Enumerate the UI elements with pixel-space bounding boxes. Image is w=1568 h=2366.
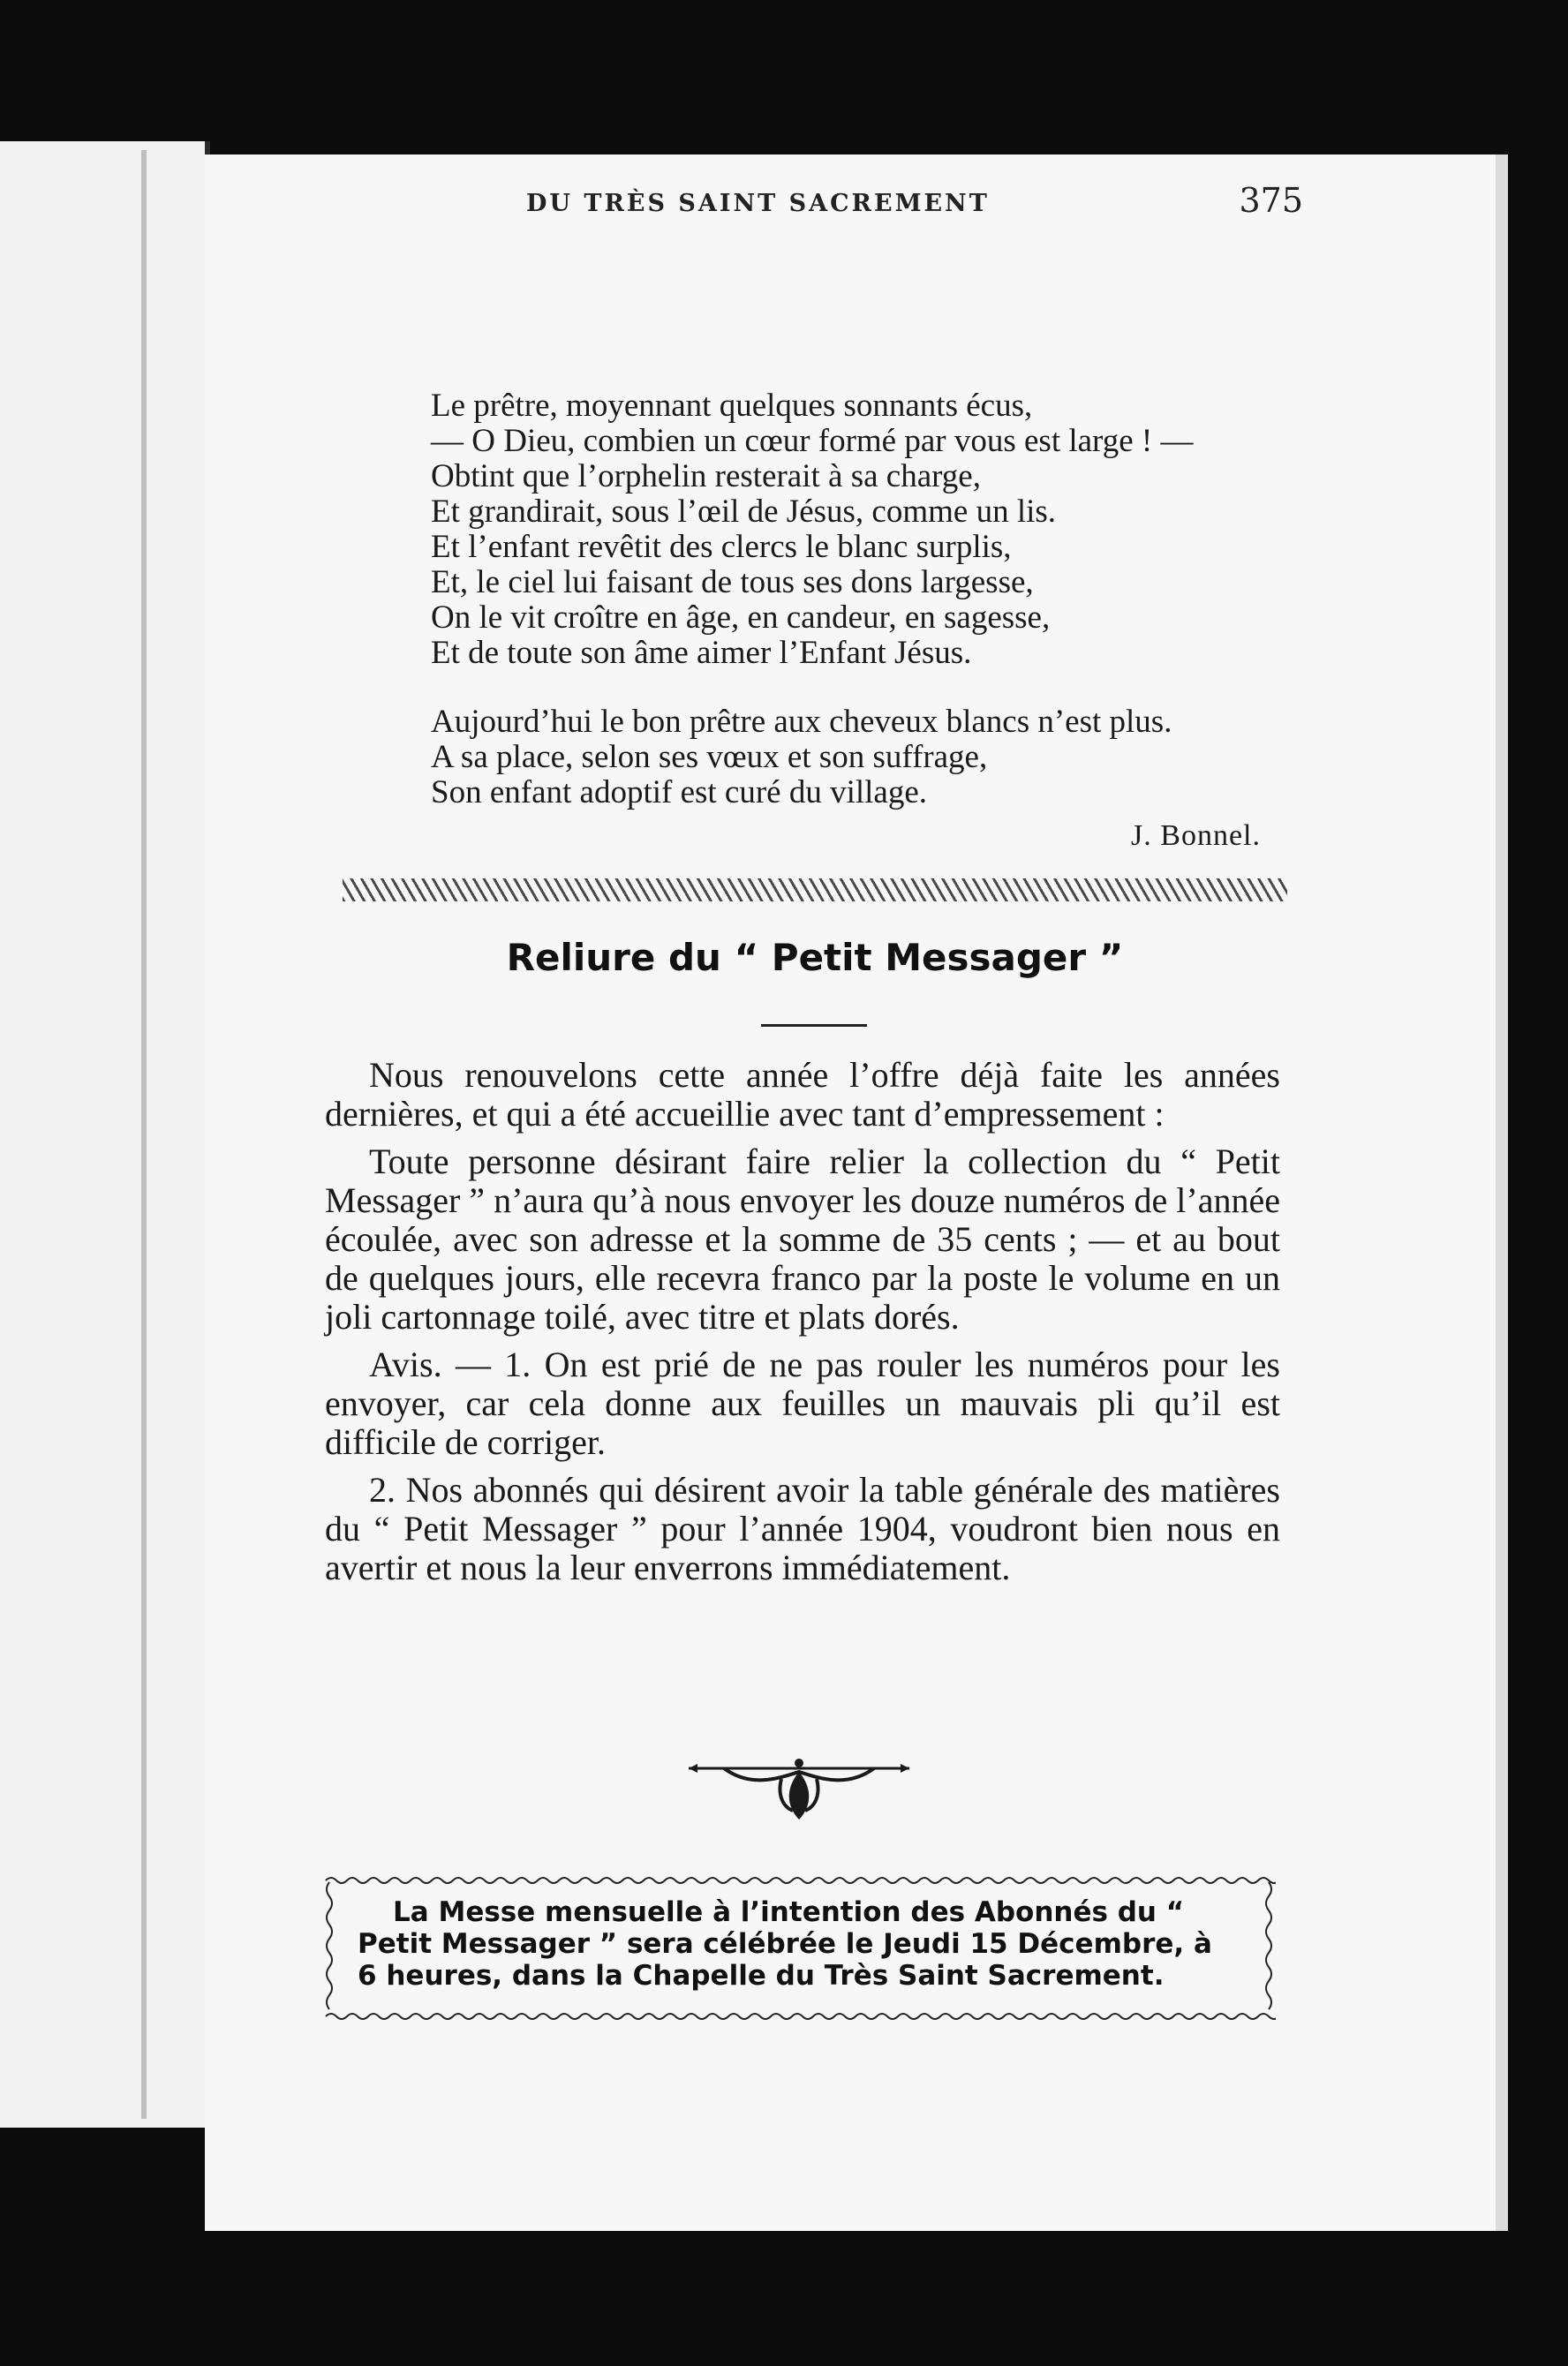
poem-signature: J. Bonnel. [1131,819,1261,852]
article-body [325,1056,1280,1596]
article-paragraph: Toute personne désirant faire relier la collection du “ Petit Messager ” n’aura qu’à nous envoyer les douze numéros de l’année écoulée, avec son adresse et la somme de 35 cents ; — et au bout de quelques jours, elle recevra franco par la poste le volume en un joli cartonnage toilé, avec titre et plats dorés. [325,1142,1280,1337]
signature-row [431,819,1261,858]
article-paragraph: 2. Nos abonnés qui désirent avoir la table générale des matières du “ Petit Messager ” pour l’année 1904, voudront bien nous en avertir et nous la leur enverrons immédiatement. [325,1470,1280,1587]
poem-line: Obtint que l’orphelin resterait à sa charge, [431,458,981,494]
poem-line: — O Dieu, combien un cœur formé par vous est large ! — [431,423,1194,459]
poem-line: On le vit croître en âge, en candeur, en sagesse, [431,599,1051,636]
article-title: Reliure du “ Petit Messager ” [506,936,1124,979]
poem-line: Et, le ciel lui faisant de tous ses dons largesse, [431,564,1034,600]
hatched-divider [343,878,1287,901]
poem-line: Et grandirait, sous l’œil de Jésus, comme un lis. [431,494,1057,530]
poem-stanza-2 [431,705,1261,810]
mass-notice-text: La Messe mensuelle à l’intention des Abonnés du “ Petit Messager ” sera célébrée le Jeudi 15 Décembre, à 6 heures, dans la Chapelle du Très Saint Sacrement. [358,1896,1212,1992]
page-header [367,181,1303,225]
ornament-flourish-icon [689,1752,909,1823]
article-paragraph: Nous renouvelons cette année l’offre déjà faite les années dernières, et qui a été accueillie avec tant d’empressement : [325,1055,1280,1134]
poem-stanza-1 [431,388,1261,671]
facing-page-edge [0,141,210,2128]
poem-line: Le prêtre, moyennant quelques sonnants écus, [431,388,1033,424]
poem-line: Et l’enfant revêtit des clercs le blanc surplis, [431,529,1012,565]
article-paragraph: Avis. — 1. On est prié de ne pas rouler les numéros pour les envoyer, car cela donne aux feuilles un mauvais pli qu’il est difficile de corriger. [325,1345,1280,1462]
poem-line: Son enfant adoptif est curé du village. [431,774,928,810]
running-head: DU TRÈS SAINT SACREMENT [526,190,990,217]
title-rule [761,1024,867,1027]
poem-line: A sa place, selon ses vœux et son suffrage, [431,739,988,775]
spine-shadow [141,150,147,2119]
poem-line: Et de toute son âme aimer l’Enfant Jésus. [431,635,972,671]
page-number: 375 [1239,181,1303,220]
poem-line: Aujourd’hui le bon prêtre aux cheveux blancs n’est plus. [431,704,1172,740]
mass-notice-box [322,1873,1276,2023]
